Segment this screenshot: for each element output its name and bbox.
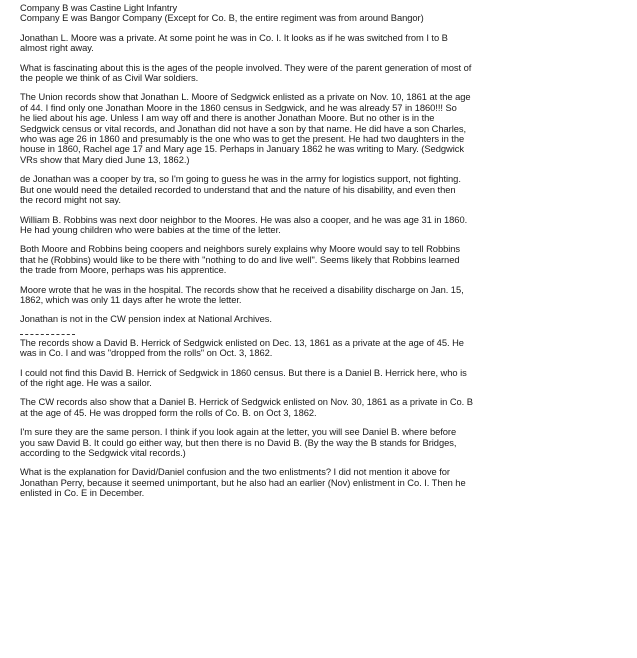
text-line: The records show a David B. Herrick of Sedgwick enlisted on Dec. 13, 1861 as a private at the age of 45. He bbox=[20, 337, 464, 348]
text-line: I could not find this David B. Herrick of Sedgwick in 1860 census. But there is a Daniel B. Herrick here, who is bbox=[20, 367, 467, 378]
text-line: that he (Robbins) would like to be there with "nothing to do and live well". Seems likely that Robbins learned bbox=[20, 254, 460, 265]
text-line: de Jonathan was a cooper by tra, so I'm going to guess he was in the army for logistics support, not fighting. bbox=[20, 174, 461, 185]
text-line: What is fascinating about this is the ages of the people involved. They were of the parent generation of most of bbox=[20, 62, 472, 73]
paragraph bbox=[20, 174, 633, 205]
text-line: the record might not say. bbox=[20, 195, 121, 206]
text-line: VRs show that Mary died June 13, 1862.) bbox=[20, 154, 190, 165]
paragraph bbox=[20, 427, 633, 458]
paragraph bbox=[20, 314, 633, 324]
paragraph bbox=[20, 334, 633, 359]
text-line: almost right away. bbox=[20, 43, 94, 54]
text-line: the people we think of as Civil War soldiers. bbox=[20, 73, 199, 84]
paragraph bbox=[20, 285, 633, 306]
text-line: The Union records show that Jonathan L. Moore of Sedgwick enlisted as a private on Nov. 10, 1861 at the age bbox=[20, 92, 471, 103]
text-line: Jonathan Perry, because it seemed unimportant, but he also had an earlier (Nov) enlistment in Co. I. Then he bbox=[20, 477, 466, 488]
text-line: the trade from Moore, perhaps was his apprentice. bbox=[20, 265, 227, 276]
text-line: He had young children who were babies at the time of the letter. bbox=[20, 224, 281, 235]
paragraph bbox=[20, 92, 633, 165]
text-line: according to the Sedgwick vital records.) bbox=[20, 448, 186, 458]
text-line: he lied about his age. Unless I am way off and there is another Jonathan Moore. But no other is in the bbox=[20, 113, 435, 124]
text-line: you saw David B. It could go either way, but then there is no David B. (By the way the B stands for Bridges, bbox=[20, 437, 457, 448]
text-line: enlisted in Co. E in December. bbox=[20, 488, 145, 499]
paragraph bbox=[20, 244, 633, 275]
text-line: I'm sure they are the same person. I think if you look again at the letter, you will see Daniel B. where before bbox=[20, 427, 457, 438]
text-line: who was age 26 in 1860 and presumably is the one who was to get the present. He had two daughters in the bbox=[20, 134, 465, 145]
text-line: house in 1860, Rachel age 17 and Mary age 15. Perhaps in January 1862 he was writing to Mary. (Sedgwick bbox=[20, 144, 464, 155]
text-line: at the age of 45. He was dropped form the rolls of Co. B. on Oct 3, 1862. bbox=[20, 407, 317, 418]
text-line: Company E was Bangor Company (Except for Co. B, the entire regiment was from around Bangor) bbox=[20, 13, 424, 24]
text-line: of the right age. He was a sailor. bbox=[20, 377, 152, 388]
text-line: Moore wrote that he was in the hospital. The records show that he received a disability discharge on Jan. 15, bbox=[20, 284, 464, 295]
text-line: What is the explanation for David/Daniel confusion and the two enlistments? I did not mention it above for bbox=[20, 467, 450, 478]
text-line: Both Moore and Robbins being coopers and neighbors surely explains why Moore would say to tell Robbins bbox=[20, 244, 461, 255]
paragraph bbox=[20, 397, 633, 418]
paragraph bbox=[20, 467, 633, 498]
paragraph bbox=[20, 33, 633, 54]
text-line: was in Co. I and was "dropped from the rolls" on Oct. 3, 1862. bbox=[20, 348, 273, 359]
text-line: Sedgwick census or vital records, and Jonathan did not have a son by that name. He did have a son Charles, bbox=[20, 123, 467, 134]
text-line: Company B was Castine Light Infantry bbox=[20, 3, 178, 13]
paragraph bbox=[20, 63, 633, 84]
text-line: Jonathan L. Moore was a private. At some point he was in Co. I. It looks as if he was switched from I to B bbox=[20, 32, 448, 43]
text-line: William B. Robbins was next door neighbor to the Moores. He was also a cooper, and he was age 31 in 1860. bbox=[20, 214, 468, 225]
text-line: Jonathan is not in the CW pension index at National Archives. bbox=[20, 314, 272, 325]
text-line: The CW records also show that a Daniel B. Herrick of Sedgwick enlisted on Nov. 30, 1861 as a private in Co. B bbox=[20, 397, 473, 408]
paragraph bbox=[20, 215, 633, 236]
separator-rule bbox=[20, 334, 75, 335]
text-line: of 44. I find only one Jonathan Moore in the 1860 census in Sedgwick, and he was already 57 in 1860!!! So bbox=[20, 102, 457, 113]
paragraph bbox=[20, 368, 633, 389]
text-line: But one would need the detailed recorded to understand that and the nature of his disability, and even then bbox=[20, 184, 456, 195]
paragraph bbox=[20, 3, 633, 24]
text-line: 1862, which was only 11 days after he wrote the letter. bbox=[20, 294, 242, 305]
